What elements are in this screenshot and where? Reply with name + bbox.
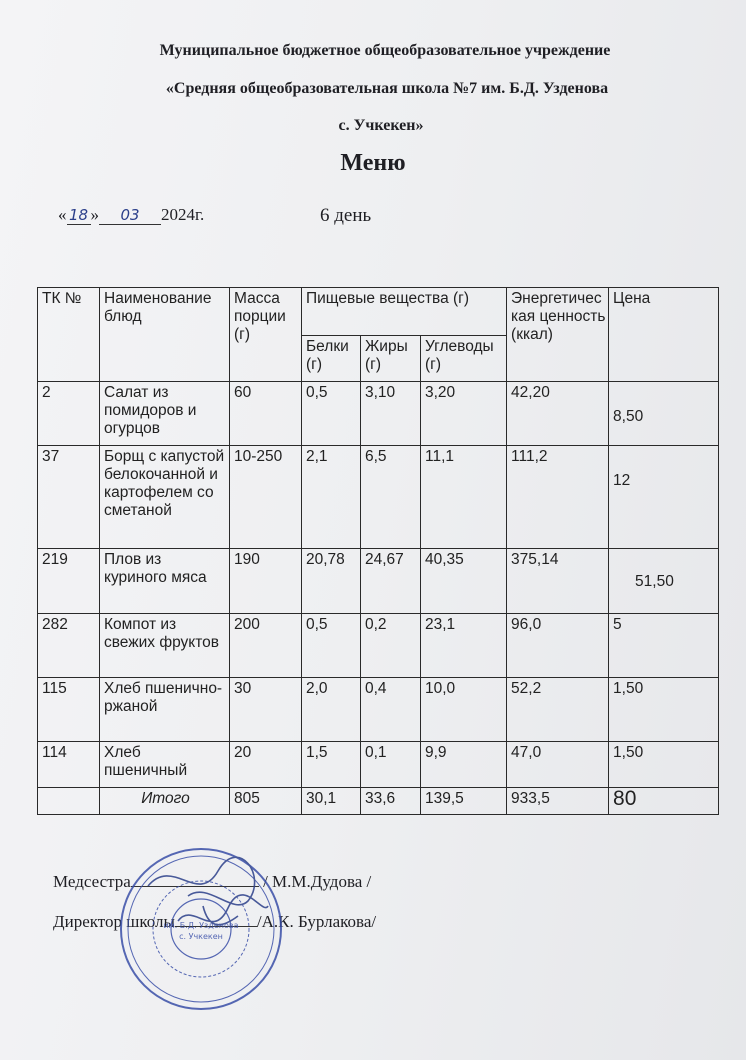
cell-carbs: 9,9 xyxy=(421,742,507,788)
table-header-row xyxy=(38,288,719,336)
header-mass: Масса порции (г) xyxy=(230,288,302,382)
cell-fat: 24,67 xyxy=(361,549,421,614)
price-value: 8,50 xyxy=(613,408,644,425)
table-row xyxy=(38,614,719,678)
table-row xyxy=(38,382,719,446)
cell-protein: 1,5 xyxy=(302,742,361,788)
date-year: 2024г. xyxy=(161,205,205,224)
cell-tk: 114 xyxy=(38,742,100,788)
date-month: 03 xyxy=(99,206,161,225)
cell-mass: 10-250 xyxy=(230,446,302,549)
cell-carbs: 3,20 xyxy=(421,382,507,446)
cell-price xyxy=(609,446,719,549)
header-protein: Белки (г) xyxy=(302,336,361,382)
header-tk: ТК № xyxy=(38,288,100,382)
cell-fat: 0,1 xyxy=(361,742,421,788)
cell-mass: 190 xyxy=(230,549,302,614)
school-stamp xyxy=(118,846,284,1012)
cell-protein: 20,78 xyxy=(302,549,361,614)
cell-mass: 30 xyxy=(230,678,302,742)
cell-protein: 0,5 xyxy=(302,382,361,446)
cell-name: Компот из свежих фруктов xyxy=(100,614,230,678)
cell-price xyxy=(609,549,719,614)
stamp-text-2: с. Учкекен xyxy=(179,932,223,941)
cell-carbs: 40,35 xyxy=(421,549,507,614)
cell-energy: 375,14 xyxy=(507,549,609,614)
school-name-line-2: «Средняя общеобразовательная школа №7 им. Б.Д. Узденова xyxy=(165,80,609,97)
cell-carbs: 11,1 xyxy=(421,446,507,549)
price-value: 5 xyxy=(613,616,622,633)
total-carbs: 139,5 xyxy=(421,788,507,815)
header-name: Наименование блюд xyxy=(100,288,230,382)
cell-name: Борщ с капустой белокочанной и картофелем со сметаной xyxy=(100,446,230,549)
nurse-label: Медсестра xyxy=(53,872,131,891)
header-price: Цена xyxy=(609,288,719,382)
page-title: Меню xyxy=(340,150,406,176)
cell-mass: 60 xyxy=(230,382,302,446)
day-label: 6 день xyxy=(320,205,372,226)
total-energy: 933,5 xyxy=(507,788,609,815)
cell-tk-empty xyxy=(38,788,100,815)
total-row xyxy=(38,788,719,815)
cell-name: Хлеб пшеничный xyxy=(100,742,230,788)
cell-protein: 0,5 xyxy=(302,614,361,678)
table-row xyxy=(38,446,719,549)
date-close-quote: » xyxy=(90,205,99,224)
date-day: 18 xyxy=(67,206,91,225)
stamp-text-1: им. Б.Д. Узденова xyxy=(163,921,239,930)
total-price: 80 xyxy=(609,788,719,815)
school-name-line-1: Муниципальное бюджетное общеобразовательное учреждение xyxy=(159,42,611,59)
cell-tk: 37 xyxy=(38,446,100,549)
cell-fat: 6,5 xyxy=(361,446,421,549)
date-line xyxy=(58,205,204,225)
cell-mass: 200 xyxy=(230,614,302,678)
cell-energy: 42,20 xyxy=(507,382,609,446)
cell-name: Плов из куриного мяса xyxy=(100,549,230,614)
cell-tk: 282 xyxy=(38,614,100,678)
header-carbs: Углеводы (г) xyxy=(421,336,507,382)
header-energy: Энергетическая ценность (ккал) xyxy=(507,288,609,382)
cell-fat: 0,4 xyxy=(361,678,421,742)
table-row xyxy=(38,742,719,788)
price-value: 1,50 xyxy=(613,680,644,697)
total-fat: 33,6 xyxy=(361,788,421,815)
menu-table xyxy=(37,287,719,815)
cell-fat: 3,10 xyxy=(361,382,421,446)
cell-carbs: 23,1 xyxy=(421,614,507,678)
cell-fat: 0,2 xyxy=(361,614,421,678)
cell-price xyxy=(609,614,719,678)
total-mass: 805 xyxy=(230,788,302,815)
cell-price xyxy=(609,382,719,446)
nurse-name: / М.М.Дудова / xyxy=(263,872,372,891)
price-value: 12 xyxy=(613,472,631,489)
price-value: 51,50 xyxy=(635,573,674,590)
director-name: /А.К. Бурлакова/ xyxy=(256,912,377,931)
cell-energy: 52,2 xyxy=(507,678,609,742)
cell-price xyxy=(609,742,719,788)
cell-price xyxy=(609,678,719,742)
director-label: Директор школы xyxy=(53,912,175,931)
cell-carbs: 10,0 xyxy=(421,678,507,742)
cell-energy: 96,0 xyxy=(507,614,609,678)
total-protein: 30,1 xyxy=(302,788,361,815)
cell-tk: 115 xyxy=(38,678,100,742)
school-location: с. Учкекен» xyxy=(338,117,424,134)
table-row xyxy=(38,549,719,614)
header-fat: Жиры (г) xyxy=(361,336,421,382)
cell-protein: 2,0 xyxy=(302,678,361,742)
cell-energy: 111,2 xyxy=(507,446,609,549)
cell-energy: 47,0 xyxy=(507,742,609,788)
total-label: Итого xyxy=(100,788,230,815)
cell-tk: 2 xyxy=(38,382,100,446)
table-row xyxy=(38,678,719,742)
cell-name: Салат из помидоров и огурцов xyxy=(100,382,230,446)
price-value: 1,50 xyxy=(613,744,644,761)
cell-name: Хлеб пшенично-ржаной xyxy=(100,678,230,742)
cell-protein: 2,1 xyxy=(302,446,361,549)
cell-mass: 20 xyxy=(230,742,302,788)
header-nutrients: Пищевые вещества (г) xyxy=(302,288,507,336)
date-open-quote: « xyxy=(58,205,67,224)
cell-tk: 219 xyxy=(38,549,100,614)
